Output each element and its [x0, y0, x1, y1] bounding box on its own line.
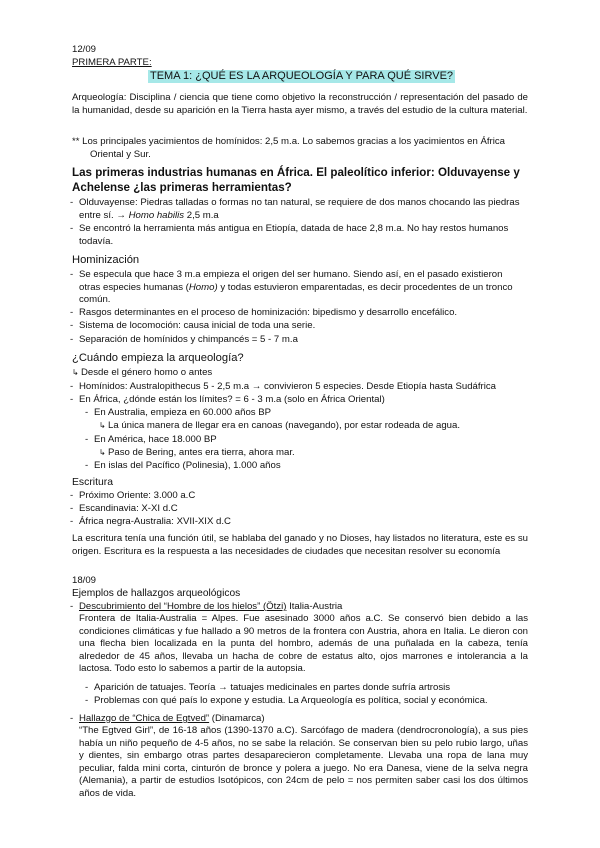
list-item: - Rasgos determinantes en el proceso de hominización: bipedismo y desarrollo encefálico.	[79, 307, 457, 320]
list-item: - Homínidos: Australopithecus 5 - 2,5 m.a → convivieron 5 especies. Desde Etiopía hasta Sudáfrica	[79, 381, 496, 394]
section-heading-industries-2: Achelense ¿las primeras herramientas?	[72, 181, 292, 194]
list-item: - En Australia, empieza en 60.000 años BP	[94, 407, 271, 420]
list-item: - En América, hace 18.000 BP	[94, 434, 217, 447]
list-item: ↳ Desde el género homo o antes	[81, 367, 212, 380]
list-item: - Se encontró la herramienta más antigua en Etiopía, datada de hace 2,8 m.a. No hay restos humanos todavía.	[79, 223, 529, 248]
part-title: PRIMERA PARTE:	[72, 57, 152, 68]
section-heading-ejemplos: Ejemplos de hallazgos arqueológicos	[72, 588, 241, 599]
section-heading-industries-1: Las primeras industrias humanas en África. El paleolítico inferior: Olduvayense y	[72, 166, 520, 179]
note-line: ** Los principales yacimientos de homínidos: 2,5 m.a. Lo sabemos gracias a los yacimientos en África Oriental y Sur.	[72, 136, 506, 160]
list-item: - En África, ¿dónde están los límites? = 6 - 3 m.a (solo en África Oriental)	[79, 394, 385, 407]
section-heading-cuando: ¿Cuándo empieza la arqueología?	[72, 352, 244, 364]
escritura-paragraph: La escritura tenía una función útil, se hablaba del ganado y no Dioses, hay listados no literatura, este es su origen. Escritura es la respuesta a las necesidades de ciudades que necesitan resolver su economía	[72, 533, 528, 557]
list-item: - En islas del Pacífico (Polinesia), 1.000 años	[94, 460, 281, 473]
list-item: - Problemas con qué país lo expone y estudia. La Arqueología es política, social y económica.	[94, 695, 488, 708]
list-item: - Próximo Oriente: 3.000 a.C	[79, 490, 195, 503]
topic-heading: TEMA 1: ¿QUÉ ES LA ARQUEOLOGÍA Y PARA QUÉ SIRVE?	[150, 70, 454, 82]
list-item: - África negra-Australia: XVII-XIX d.C	[79, 516, 231, 529]
topic-heading-bar	[72, 69, 528, 84]
list-item: - Separación de homínidos y chimpancés = 5 - 7 m.a	[79, 334, 298, 347]
list-item: - Descubrimiento del “Hombre de los hielos” (Ötzi) Italia-Austria	[79, 601, 342, 614]
list-item: - Aparición de tatuajes. Teoría → tatuajes medicinales en partes donde sufría artrosis	[94, 682, 450, 695]
date-1: 12/09	[72, 44, 97, 55]
otzi-paragraph: Frontera de Italia-Australia = Alpes. Fue asesinado 3000 años a.C. Se conservó bien debido a las condiciones climáticas y fue hallado a 90 metros de la frontera con Austria, ahora en Italia. Le dieron con una flecha bien localizada en la punta del hombro, además de una puñalada en la cabeza, tenía alrededor de 45 años, llevaba un hacha de cobre de estatus alto, ojos marrones e intolerancia a la lactosa. Todo esto lo sabemos a partir de la autopsia.	[79, 613, 528, 674]
list-item: - Olduvayense: Piedras talladas o formas no tan natural, se requiere de dos manos chocando las piedras entre sí. → Homo habilis 2,5 m.a	[79, 197, 529, 222]
list-item: ↳ La única manera de llegar era en canoas (navegando), por estar rodeada de agua.	[108, 420, 460, 433]
definition-paragraph: Arqueología: Disciplina / ciencia que tiene como objetivo la reconstrucción / representación del pasado de la humanidad, desde su aparición en la Tierra hasta ayer mismo, a través del estudio de la cultura material.	[72, 92, 528, 116]
list-item: - Hallazgo de “Chica de Egtved” (Dinamarca)	[79, 713, 265, 726]
section-heading-escritura: Escritura	[72, 477, 113, 488]
list-item: - Escandinavia: X-XI d.C	[79, 503, 178, 516]
egtved-paragraph: “The Egtved Girl”, de 16-18 años (1390-1370 a.C). Sarcófago de madera (dendrocronología), a sus pies había un niño pequeño de 4-5 años, no se sabe la relación. Se conservan bien su pelo rubio largo, uñas y dientes, sin embargo otras partes desaparecieron completamente. Llevaba una ropa de lana muy peculiar, falda mini corta, cinturón de bronce y polera a juego. No era Danesa, viene de la selva negra (Alemania), a partir de estudios Isotópicos, con 24cm de pelo = nos permiten saber casi los dos últimos años de vida.	[79, 725, 528, 799]
date-2: 18/09	[72, 575, 97, 586]
section-heading-hominizacion: Hominización	[72, 254, 140, 266]
list-item: ↳ Paso de Bering, antes era tierra, ahora mar.	[108, 447, 295, 460]
list-item: - Sistema de locomoción: causa inicial de toda una serie.	[79, 320, 315, 333]
list-item: - Se especula que hace 3 m.a empieza el origen del ser humano. Siendo así, en el pasado existieron otras especies humanas (Homo) y todas estuvieron emparentadas, es decir procedentes de un tronco común.	[79, 269, 529, 307]
